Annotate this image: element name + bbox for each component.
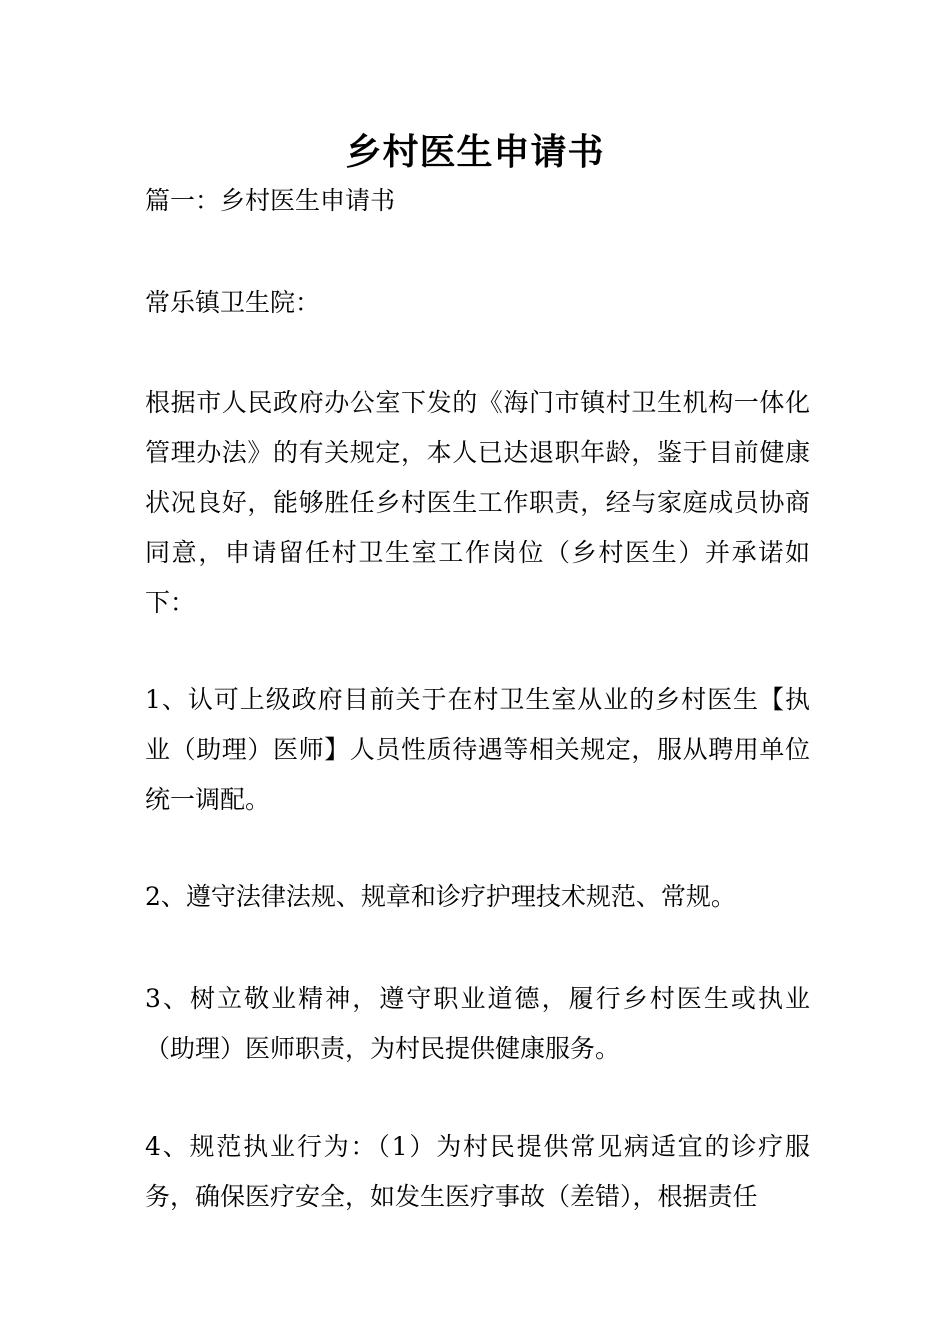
paragraph-item-1: 1、认可上级政府目前关于在村卫生室从业的乡村医生【执业（助理）医师】人员性质待遇等相关规定，服从聘用单位统一调配。 [145, 685, 810, 814]
paragraph-item-2: 2、遵守法律法规、规章和诊疗护理技术规范、常规。 [145, 882, 736, 911]
paragraph-item-4: 4、规范执业行为：（1）为村民提供常见病适宜的诊疗服务，确保医疗安全，如发生医疗事故（差错），根据责任 [145, 1132, 810, 1211]
document-title: 乡村医生申请书 [345, 131, 605, 173]
document-subtitle: 篇一：乡村医生申请书 [145, 186, 396, 215]
salutation: 常乐镇卫生院： [145, 288, 321, 317]
paragraph-intro: 根据市人民政府办公室下发的《海门市镇村卫生机构一体化管理办法》的有关规定，本人已达退职年龄，鉴于目前健康状况良好，能够胜任乡村医生工作职责，经与家庭成员协商同意，申请留任村卫生室工作岗位（乡村医生）并承诺如下： [145, 388, 810, 617]
paragraph-item-3: 3、树立敬业精神，遵守职业道德，履行乡村医生或执业（助理）医师职责，为村民提供健康服务。 [145, 984, 810, 1063]
